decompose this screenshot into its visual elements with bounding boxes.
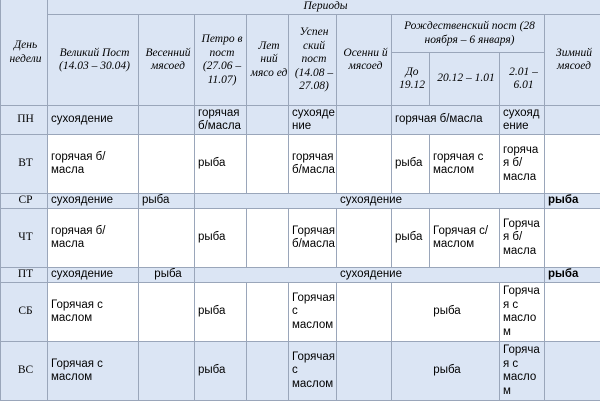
cell	[139, 342, 195, 401]
day-label: ВТ	[1, 135, 48, 194]
header-nativity-sub3: 2.01 – 6.01	[500, 53, 545, 106]
cell: Горячая с маслом	[289, 342, 337, 401]
day-label: ЧТ	[1, 209, 48, 268]
day-label: СР	[1, 194, 48, 209]
cell: рыба	[545, 194, 600, 209]
cell: горячая б/масла	[392, 106, 500, 135]
cell	[247, 106, 289, 135]
header-great-lent: Великий Пост (14.03 – 30.04)	[48, 15, 139, 106]
cell: Горячая с маслом	[48, 342, 139, 401]
cell: рыба	[392, 209, 430, 268]
table-row	[1, 209, 600, 268]
cell	[545, 342, 600, 401]
cell: горячая б/масла	[500, 135, 545, 194]
cell	[545, 283, 600, 342]
table-row	[1, 135, 600, 194]
cell	[337, 135, 392, 194]
table-row	[1, 268, 600, 283]
day-label: СБ	[1, 283, 48, 342]
header-spring-meat: Весенний мясоед	[139, 15, 195, 106]
cell: рыба	[392, 342, 500, 401]
cell: рыба	[392, 283, 500, 342]
cell: сухоядение	[48, 194, 139, 209]
cell: сухоядение	[289, 106, 337, 135]
cell	[247, 342, 289, 401]
day-label: ВС	[1, 342, 48, 401]
cell	[247, 135, 289, 194]
cell	[139, 135, 195, 194]
cell: Горячая б/масла	[500, 209, 545, 268]
header-nativity-sub2: 20.12 – 1.01	[430, 53, 500, 106]
cell: рыба	[139, 268, 195, 283]
cell: сухоядение	[48, 106, 139, 135]
cell: сухоядение	[48, 268, 139, 283]
header-periods: Периоды	[48, 0, 600, 15]
cell: Горячая с маслом	[500, 283, 545, 342]
cell: рыба	[195, 283, 247, 342]
cell	[337, 106, 392, 135]
cell	[247, 283, 289, 342]
table-row	[1, 283, 600, 342]
cell: Горячая б/масла	[289, 209, 337, 268]
day-label: ПН	[1, 106, 48, 135]
cell: горячая б/масла	[48, 209, 139, 268]
cell	[545, 135, 600, 194]
cell	[139, 209, 195, 268]
cell: горячая б/масла	[48, 135, 139, 194]
cell: Горячая с/маслом	[430, 209, 500, 268]
cell: горячая б/масла	[195, 106, 247, 135]
cell	[139, 283, 195, 342]
table-row	[1, 106, 600, 135]
header-dormition-fast: Успен ский пост (14.08 – 27.08)	[289, 15, 337, 106]
header-nativity-fast: Рождественский пост (28 ноября – 6 января)	[392, 15, 545, 53]
cell: рыба	[392, 135, 430, 194]
day-label: ПТ	[1, 268, 48, 283]
cell: Горячая с маслом	[48, 283, 139, 342]
header-summer-meat: Лет ний мясо ед	[247, 15, 289, 106]
cell: горячая б/масла	[289, 135, 337, 194]
cell	[247, 209, 289, 268]
cell: Горячая с маслом	[500, 342, 545, 401]
cell: сухоядение	[195, 194, 545, 209]
header-peter-fast: Петро в пост (27.06 – 11.07)	[195, 15, 247, 106]
cell: сухоядение	[500, 106, 545, 135]
cell: горячая с маслом	[430, 135, 500, 194]
cell: рыба	[195, 135, 247, 194]
cell: сухоядение	[195, 268, 545, 283]
cell	[337, 342, 392, 401]
cell	[545, 106, 600, 135]
header-autumn-meat: Осенни й мясоед	[337, 15, 392, 106]
cell: рыба	[195, 209, 247, 268]
cell	[545, 209, 600, 268]
table-row	[1, 194, 600, 209]
cell: рыба	[139, 194, 195, 209]
cell	[337, 283, 392, 342]
table-row	[1, 342, 600, 401]
cell: рыба	[195, 342, 247, 401]
header-day-of-week: День недели	[1, 0, 48, 106]
header-winter-meat: Зимний мясоед	[545, 15, 600, 106]
cell	[337, 209, 392, 268]
header-nativity-sub1: До 19.12	[392, 53, 430, 106]
cell	[139, 106, 195, 135]
cell: Горячая с маслом	[289, 283, 337, 342]
cell: рыба	[545, 268, 600, 283]
